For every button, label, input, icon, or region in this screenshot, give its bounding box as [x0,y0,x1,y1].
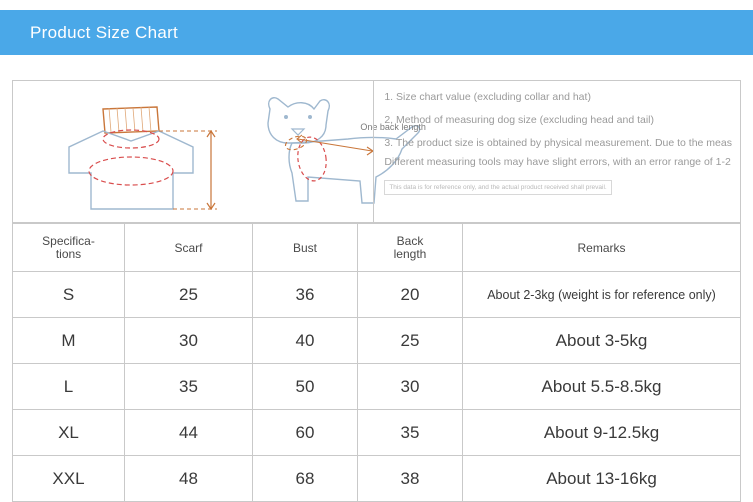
note-disclaimer: This data is for reference only, and the actual product received shall prevail. [384,180,611,195]
garment-illustration-cell [13,81,252,222]
cell-spec: XL [13,410,125,456]
cell-bust: 68 [253,456,358,502]
header-back-line1: Back [396,233,424,248]
note-line-1: 1. Size chart value (excluding collar and hat) [384,91,591,103]
header-remarks: Remarks [463,224,741,272]
cell-remarks: About 9-12.5kg [463,410,741,456]
illustration-notes-panel [12,80,741,223]
note-line-2: 2, Method of measuring dog size (excluding head and tail) [384,114,654,126]
cell-spec: M [13,318,125,364]
cell-spec: S [13,272,125,318]
header-back-line2: length [393,246,427,261]
cell-remarks: About 2-3kg (weight is for reference only) [463,272,741,318]
cell-back: 30 [358,364,463,410]
cell-bust: 50 [253,364,358,410]
cell-back: 38 [358,456,463,502]
cell-scarf: 48 [125,456,253,502]
page-header-banner [0,10,753,55]
cell-back: 25 [358,318,463,364]
header-back-length [358,224,463,272]
garment-outline-icon [31,87,231,217]
table-row [13,410,741,456]
cell-scarf: 25 [125,272,253,318]
cell-remarks: About 5.5-8.5kg [463,364,741,410]
size-table [12,223,741,502]
cell-bust: 60 [253,410,358,456]
table-row [13,364,741,410]
cell-back: 35 [358,410,463,456]
cell-scarf: 35 [125,364,253,410]
dog-illustration-cell [252,81,426,222]
cell-spec: L [13,364,125,410]
cell-remarks: About 13-16kg [463,456,741,502]
cell-bust: 36 [253,272,358,318]
cell-bust: 40 [253,318,358,364]
header-scarf: Scarf [125,224,253,272]
table-header-row [13,224,741,272]
page-title: Product Size Chart [30,22,179,42]
cell-remarks: About 3-5kg [463,318,741,364]
cell-back: 20 [358,272,463,318]
header-specifications [13,224,125,272]
table-row [13,272,741,318]
cell-scarf: 44 [125,410,253,456]
table-row [13,318,741,364]
header-spec-line2: tions [55,246,82,261]
note-line-4: Different measuring tools may have slight errors, with an error range of 1-2 [384,156,731,168]
note-line-3: 3. The product size is obtained by physical measurement. Due to the meas [384,137,732,149]
cell-spec: XXL [13,456,125,502]
cell-scarf: 30 [125,318,253,364]
header-bust: Bust [253,224,358,272]
dog-back-length-label: One back length [360,122,426,132]
header-spec-line1: Specifica- [42,233,95,248]
notes-cell [373,81,740,222]
table-row [13,456,741,502]
